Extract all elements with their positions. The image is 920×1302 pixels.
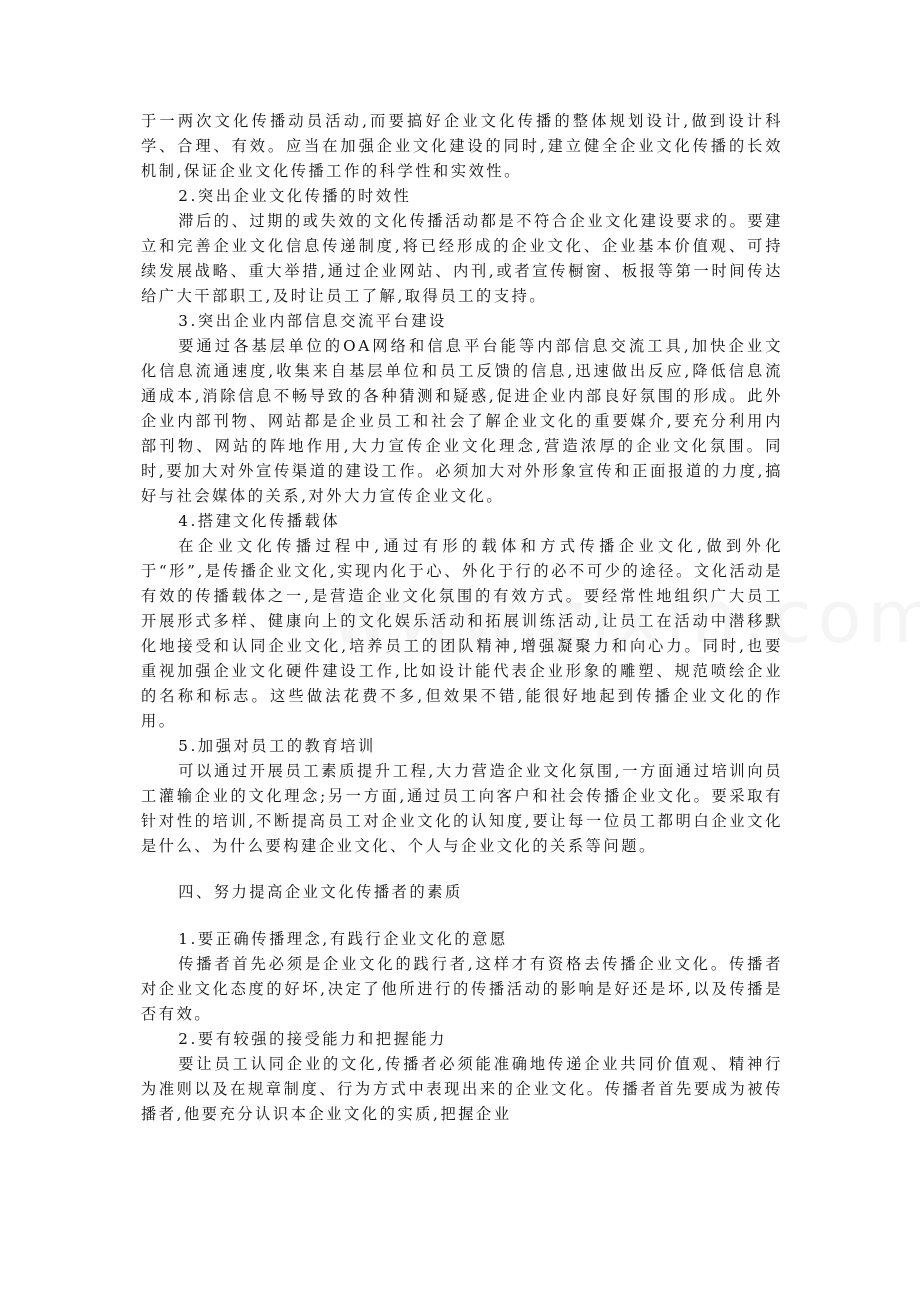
paragraph-continuation: 于一两次文化传播动员活动,而要搞好企业文化传播的整体规划设计,做到设计科学、合理、有效。应当在加强企业文化建设的同时,建立健全企业文化传播的长效机制,保证企业文化传播工作的科学性和实效性。 <box>141 112 783 180</box>
paragraph: 要让员工认同企业的文化,传播者必须能准确地传递企业共同价值观、精神行为准则以及在规章制度、行为方式中表现出来的企业文化。传播者首先要成为被传播者,他要充分认识本企业文化的实质,把握企业 <box>141 1055 783 1123</box>
paragraph: 可以通过开展员工素质提升工程,大力营造企业文化氛围,一方面通过培训向员工灌输企业的文化理念;另一方面,通过员工向客户和社会传播企业文化。要采取有针对性的培训,不断提高员工对企业文化的认知度,要让每一位员工都明白企业文化是什么、为什么要构建企业文化、个人与企业文化的关系等问题。 <box>141 762 783 855</box>
document-body <box>141 109 783 1127</box>
paragraph: 要通过各基层单位的OA网络和信息平台能等内部信息交流工具,加快企业文化信息流通速度,收集来自基层单位和员工反馈的信息,迅速做出反应,降低信息流通成本,消除信息不畅导致的各种猜测和疑惑,促进企业内部良好氛围的形成。此外企业内部刊物、网站都是企业员工和社会了解企业文化的重要媒介,要充分利用内部刊物、网站的阵地作用,大力宣传企业文化理念,营造浓厚的企业文化氛围。同时,要加大对外宣传渠道的建设工作。必须加大对外形象宣传和正面报道的力度,搞好与社会媒体的关系,对外大力宣传企业文化。 <box>141 337 783 505</box>
subheading-concept: 1.要正确传播理念,有践行企业文化的意愿 <box>178 930 508 948</box>
section-heading: 四、努力提高企业文化传播者的素质 <box>178 883 463 901</box>
paragraph: 传播者首先必须是企业文化的践行者,这样才有资格去传播企业文化。传播者对企业文化态度的好坏,决定了他所进行的传播活动的影响是好还是坏,以及传播是否有效。 <box>141 955 783 1023</box>
subheading-training: 5.加强对员工的教育培训 <box>178 737 376 755</box>
subheading-ability: 2.要有较强的接受能力和把握能力 <box>178 1030 447 1048</box>
subheading-carrier: 4.搭建文化传播载体 <box>178 512 341 530</box>
paragraph: 滞后的、过期的或失效的文化传播活动都是不符合企业文化建设要求的。要建立和完善企业文化信息传递制度,将已经形成的企业文化、企业基本价值观、可持续发展战略、重大举措,通过企业网站、内刊,或者宣传橱窗、板报等第一时间传达给广大干部职工,及时让员工了解,取得员工的支持。 <box>141 212 784 305</box>
subheading-info-platform: 3.突出企业内部信息交流平台建设 <box>178 312 447 330</box>
subheading-timeliness: 2.突出企业文化传播的时效性 <box>178 187 412 205</box>
paragraph: 在企业文化传播过程中,通过有形的载体和方式传播企业文化,做到外化于“形”,是传播企业文化,实现内化于心、外化于行的必不可少的途径。文化活动是有效的传播载体之一,是营造企业文化氛围的有效方式。要经常性地组织广大员工开展形式多样、健康向上的文化娱乐活动和拓展训练活动,让员工在活动中潜移默化地接受和认同企业文化,培养员工的团队精神,增强凝聚力和向心力。同时,也要重视加强企业文化硬件建设工作,比如设计能代表企业形象的雕塑、规范喷绘企业的名称和标志。这些做法花费不多,但效果不错,能很好地起到传播企业文化的作用。 <box>141 537 783 730</box>
